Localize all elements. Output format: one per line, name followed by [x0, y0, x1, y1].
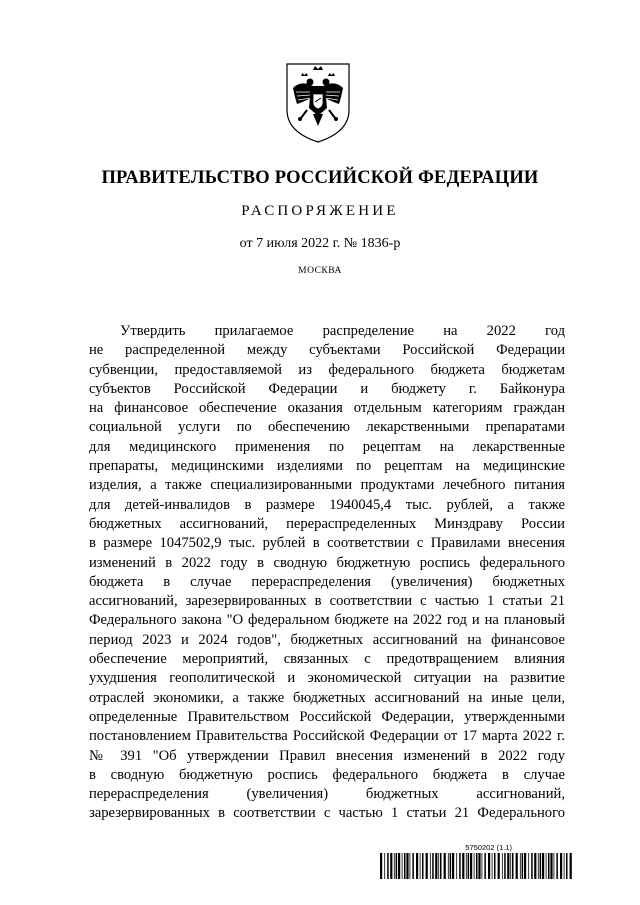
body-line: определенные Правительством Российской Федерации, утвержденными: [89, 708, 565, 725]
body-line: Утвердить прилагаемое распределение на 2022 год: [120, 323, 565, 339]
body-line: не распределенной между субъектами Российской Федерации: [89, 342, 565, 359]
body-line: социальной услуги по обеспечению лекарственными препаратами: [89, 419, 565, 436]
body-line: отраслей экономики, а также бюджетных ассигнований на иные цели,: [89, 689, 565, 706]
body-line: бюджетных ассигнований, перераспределенных Минздраву России: [89, 515, 565, 532]
body-line: изделия, а также специализированными продуктами лечебного питания: [89, 477, 565, 494]
body-line: ухудшения геополитической и экономической ситуации на развитие: [89, 670, 565, 687]
body-line: ассигнований, зарезервированных в соответствии с частью 1 статьи 21: [89, 593, 565, 610]
document-date-number: от 7 июля 2022 г. № 1836-р: [239, 236, 401, 251]
body-line: препараты, медицинскими изделиями по рецептам на медицинские: [89, 458, 565, 475]
coat-of-arms-icon: [283, 58, 353, 144]
body-line: обеспечение мероприятий, связанных с предотвращением влияния: [89, 651, 565, 668]
barcode-number: 5750202 (1.1): [465, 843, 512, 852]
body-line: период 2023 и 2024 годов", бюджетных ассигнований на финансовое: [89, 631, 565, 648]
document-type: РАСПОРЯЖЕНИЕ: [241, 203, 399, 219]
body-line: для медицинского применения по рецептам на лекарственные: [89, 438, 565, 455]
body-line: постановлением Правительства Российской Федерации от 17 марта 2022 г.: [89, 728, 565, 745]
body-line: в размере 1047502,9 тыс. рублей в соответствии с Правилами внесения: [89, 535, 565, 552]
document-body: [89, 322, 565, 824]
body-line: на финансовое обеспечение оказания отдельным категориям граждан: [89, 400, 565, 417]
body-line: для детей-инвалидов в размере 1940045,4 тыс. рублей, а также: [89, 496, 565, 513]
body-line: в сводную бюджетную роспись федерального бюджета в случае: [89, 766, 565, 783]
body-line: субвенции, предоставляемой из федерального бюджета бюджетам: [89, 361, 565, 378]
body-line: субъектов Российской Федерации и бюджету г. Байконура: [89, 380, 565, 397]
body-line: Федерального закона "О федеральном бюджете на 2022 год и на плановый: [89, 612, 565, 629]
body-line: перераспределения (увеличения) бюджетных ассигнований,: [89, 786, 565, 803]
barcode-block: [380, 843, 572, 883]
body-line: бюджета в случае перераспределения (увеличения) бюджетных: [89, 573, 565, 590]
barcode-icon: [380, 853, 572, 879]
body-line: изменений в 2022 году в сводную бюджетную роспись федерального: [89, 554, 565, 571]
body-line: № 391 "Об утверждении Правил внесения изменений в 2022 году: [89, 747, 565, 764]
body-line: зарезервированных в соответствии с частью 1 статьи 21 Федерального: [89, 805, 565, 822]
page-title: ПРАВИТЕЛЬСТВО РОССИЙСКОЙ ФЕДЕРАЦИИ: [101, 168, 539, 188]
document-city: МОСКВА: [298, 266, 342, 276]
